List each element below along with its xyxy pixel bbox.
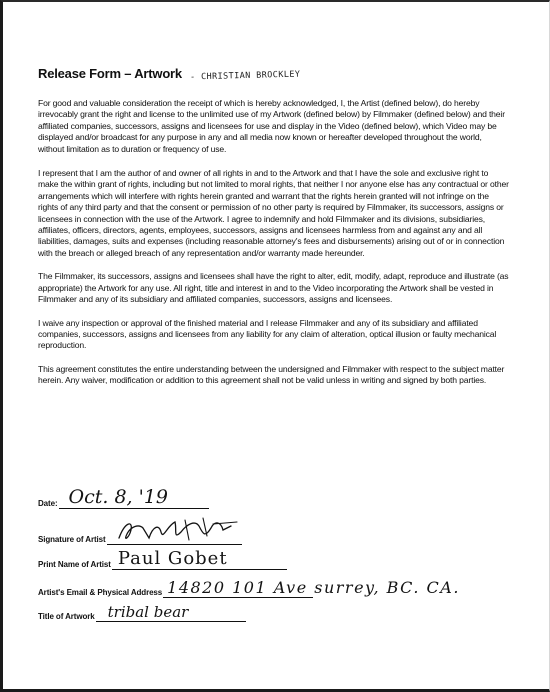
artwork-title-value: tribal bear xyxy=(107,603,189,621)
address-field[interactable] xyxy=(38,575,460,598)
print-name-line[interactable] xyxy=(112,547,287,570)
paragraph-waiver: I waive any inspection or approval of the finished material and I release Filmmaker and any of its subsidiary and affiliated companies, successors, assigns and licensees from any liability for any claim of alteration, optical illusion or faulty mechanical reproduction. xyxy=(38,317,497,351)
address-line[interactable] xyxy=(163,575,460,598)
print-name-field[interactable] xyxy=(38,547,287,570)
signature-label: Signature of Artist xyxy=(38,535,106,544)
form-header xyxy=(38,66,510,81)
date-value: Oct. 8, '19 xyxy=(68,486,169,508)
signature-line[interactable] xyxy=(107,522,242,545)
artwork-title-field[interactable] xyxy=(38,599,246,622)
release-form xyxy=(38,64,510,387)
paragraph-grant: For good and valuable consideration the receipt of which is hereby acknowledged, I, the Artist (defined below), do hereby irrevocably grant the right and license to the unlimited use of my Artwork (defined below) by Filmmaker (defined below) and their affiliated companies, successors, assigns and licensees for use and display in the Video (defined below), which Video may be displayed and/or broadcast for any purpose in any and all media now known or hereafter developed throughout the world, without limitation as to duration or frequency of use. xyxy=(38,98,505,154)
print-name-value: Paul Gobet xyxy=(117,548,228,569)
print-name-label: Print Name of Artist xyxy=(38,560,111,569)
artwork-title-label: Title of Artwork xyxy=(38,612,95,621)
signature-field[interactable] xyxy=(38,522,242,545)
form-title: Release Form – Artwork xyxy=(38,66,182,81)
paragraph-representation: I represent that I am the author of and owner of all rights in and to the Artwork and that I have the sole and exclusive right to make the within grant of rights, including but not limited to moral rights, that neither I nor anyone else has any contractual or other arrangements which will interfere with rights herein granted and warrant that the rights herein granted will not infringe on the rights of any third party and that the consent or permission of no other party is required by Filmmaker, its successors, assigns or licensees in connection with the use of the Artwork. I agree to indemnify and hold Filmmaker and its divisions, subsidiaries, affiliates, officers, directors, agents, employees, successors, assigns and licensees harmless from and against any and all liabilities, damages, suits and expenses (including reasonable attorney's fees and disbursements) arising out of or in connection with the breach or alleged breach of any representation and/or warranty made hereunder. xyxy=(38,168,509,258)
signature-scribble-icon xyxy=(115,516,245,546)
date-line[interactable] xyxy=(59,486,209,509)
handwritten-artist-name: - CHRISTIAN BROCKLEY xyxy=(189,69,301,83)
address-label: Artist's Email & Physical Address xyxy=(38,588,163,597)
paragraph-alteration-rights: The Filmmaker, its successors, assigns and licensees shall have the right to alter, edit, modify, adapt, reproduce and illustrate (as appropriate) the Artwork for any use. All right, title and interest in and to the Video incorporating the Artwork shall be vested in Filmmaker and any of its subsidiary and affiliated companies, successors, assigns and licensees. xyxy=(38,271,509,305)
date-field[interactable] xyxy=(38,486,209,509)
paragraph-entire-agreement: This agreement constitutes the entire understanding between the undersigned and Filmmaker with respect to the subject matter herein. Any waiver, modification or addition to this agreement shall not be valid unless in writing and signed by both parties. xyxy=(38,363,505,386)
artwork-title-line[interactable] xyxy=(96,599,246,622)
address-value: 14820 101 Ave surrey, BC. CA. xyxy=(167,578,460,597)
date-label: Date: xyxy=(38,499,58,508)
